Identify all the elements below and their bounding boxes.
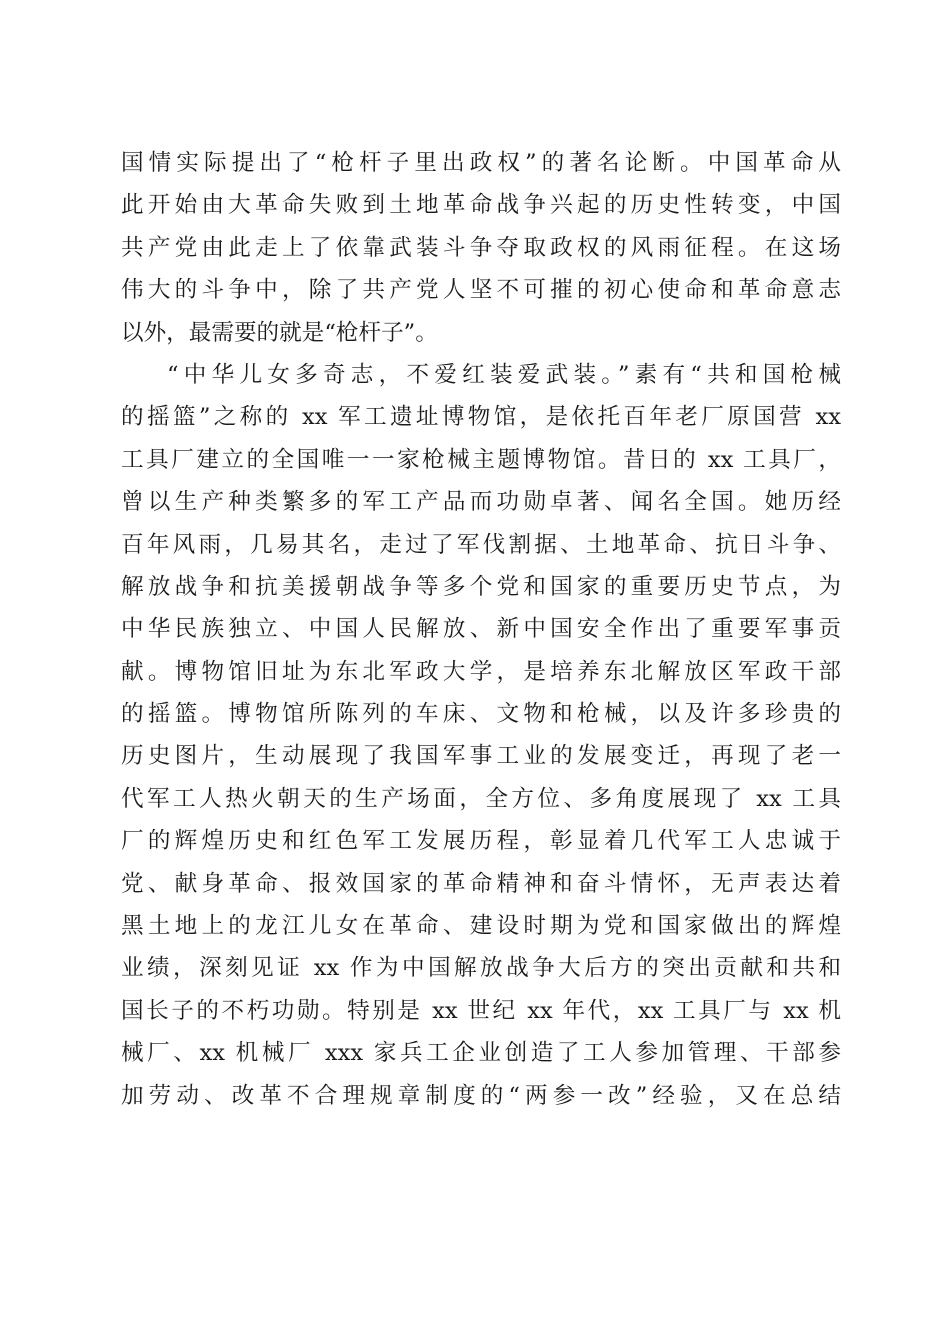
- text-line: 黑土地上的龙江儿女在革命、建设时期为党和国家做出的辉煌: [121, 913, 841, 940]
- body-text: [121, 142, 841, 1117]
- text-line: 业绩，深刻见证 xx 作为中国解放战争大后方的突出贡献和共和: [121, 955, 841, 982]
- text-line: 械厂、xx 机械厂 xxx 家兵工企业创造了工人参加管理、干部参: [121, 1040, 841, 1067]
- text-line: 曾以生产种类繁多的军工产品而功勋卓著、闻名全国。她历经: [121, 489, 841, 516]
- text-line: 党、献身革命、报效国家的革命精神和奋斗情怀，无声表达着: [121, 870, 841, 897]
- text-line: 献。博物馆旧址为东北军政大学，是培养东北解放区军政干部: [121, 658, 841, 685]
- text-line: 国长子的不朽功勋。特别是 xx 世纪 xx 年代，xx 工具厂与 xx 机: [121, 997, 841, 1024]
- text-line: 厂的辉煌历史和红色军工发展历程，彰显着几代军工人忠诚于: [121, 828, 841, 855]
- text-line: 代军工人热火朝天的生产场面，全方位、多角度展现了 xx 工具: [121, 785, 841, 812]
- text-line: 的摇篮”之称的 xx 军工遗址博物馆，是依托百年老厂原国营 xx: [121, 404, 841, 431]
- text-line: 以外，最需要的就是“枪杆子”。: [121, 319, 438, 346]
- text-line: 工具厂建立的全国唯一一家枪械主题博物馆。昔日的 xx 工具厂，: [121, 446, 841, 473]
- paragraph-2: [121, 354, 841, 1117]
- text-line: 百年风雨，几易其名，走过了军伐割据、土地革命、抗日斗争、: [121, 531, 841, 558]
- text-line: 的摇篮。博物馆所陈列的车床、文物和枪械，以及许多珍贵的: [121, 701, 841, 728]
- text-line: 国情实际提出了“枪杆子里出政权”的著名论断。中国革命从: [121, 150, 841, 176]
- text-line: 中华民族独立、中国人民解放、新中国安全作出了重要军事贡: [121, 616, 841, 643]
- text-line: 加劳动、改革不合理规章制度的“两参一改”经验，又在总结: [121, 1082, 841, 1109]
- text-line: 共产党由此走上了依靠武装斗争夺取政权的风雨征程。在这场: [121, 234, 841, 261]
- text-line: “中华儿女多奇志，不爱红装爱武装。”素有“共和国枪械: [167, 361, 841, 388]
- text-line: 伟大的斗争中，除了共产党人坚不可摧的初心使命和革命意志: [121, 277, 841, 304]
- text-line: 此开始由大革命失败到土地革命战争兴起的历史性转变，中国: [121, 192, 841, 219]
- text-line: 历史图片，生动展现了我国军事工业的发展变迁，再现了老一: [121, 743, 841, 770]
- paragraph-1: [121, 142, 841, 354]
- text-line: 解放战争和抗美援朝战争等多个党和国家的重要历史节点，为: [121, 573, 841, 600]
